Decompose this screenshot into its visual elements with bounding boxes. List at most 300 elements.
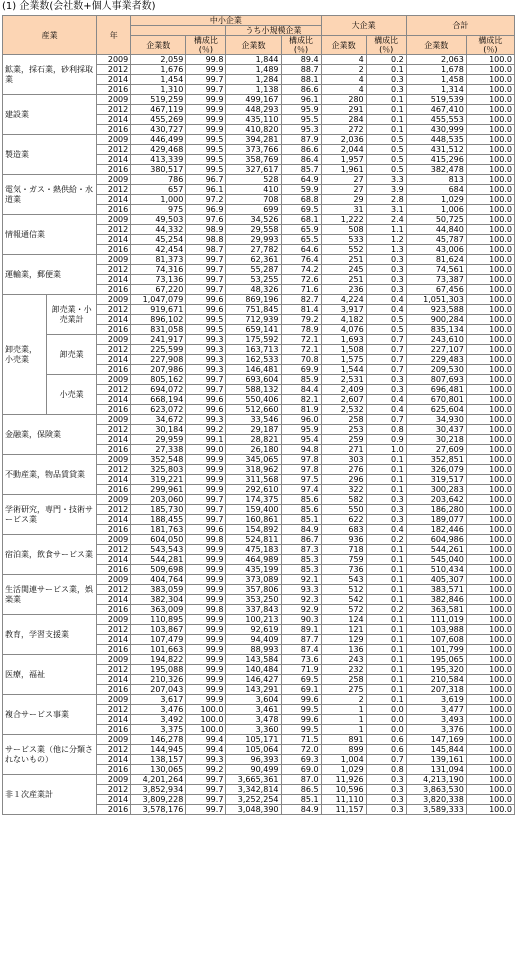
value-cell: 99.7 (186, 805, 226, 815)
value-cell: 101,799 (406, 645, 466, 655)
value-cell: 625,604 (406, 405, 466, 415)
table-row (3, 735, 515, 745)
value-cell: 0.3 (366, 385, 406, 395)
value-cell: 99.7 (186, 75, 226, 85)
value-cell: 99.0 (186, 445, 226, 455)
value-cell: 45,254 (131, 235, 186, 245)
value-cell: 99.6 (186, 525, 226, 535)
industry-cell: 複合サービス事業 (3, 695, 97, 735)
year-cell: 2014 (97, 115, 131, 125)
value-cell: 100.0 (466, 435, 514, 445)
value-cell: 1,508 (321, 345, 366, 355)
value-cell: 0.1 (366, 595, 406, 605)
value-cell: 99.9 (186, 545, 226, 555)
value-cell: 84.9 (281, 525, 321, 535)
value-cell: 194,822 (131, 655, 186, 665)
value-cell: 508 (321, 225, 366, 235)
value-cell: 0.8 (366, 765, 406, 775)
value-cell: 0.5 (366, 145, 406, 155)
value-cell: 100.0 (466, 695, 514, 705)
header-share: 構成比 (％) (281, 36, 321, 55)
value-cell: 100.0 (466, 335, 514, 345)
value-cell: 382,478 (406, 165, 466, 175)
value-cell: 99.6 (186, 305, 226, 315)
value-cell: 1,957 (321, 155, 366, 165)
value-cell: 99.3 (186, 415, 226, 425)
value-cell: 919,671 (131, 305, 186, 315)
value-cell: 0.1 (366, 455, 406, 465)
value-cell: 550,406 (226, 395, 281, 405)
value-cell: 3,863,530 (406, 785, 466, 795)
value-cell: 121 (321, 625, 366, 635)
value-cell: 4,076 (321, 325, 366, 335)
year-cell: 2009 (97, 615, 131, 625)
value-cell: 99.9 (186, 655, 226, 665)
enterprise-count-table-wrapper (2, 15, 515, 815)
value-cell: 163,713 (226, 345, 281, 355)
value-cell: 100.0 (466, 605, 514, 615)
value-cell: 550 (321, 505, 366, 515)
value-cell: 100.0 (466, 405, 514, 415)
year-cell: 2014 (97, 635, 131, 645)
value-cell: 509,698 (131, 565, 186, 575)
value-cell: 96.7 (186, 175, 226, 185)
value-cell: 95.9 (281, 425, 321, 435)
value-cell: 107,479 (131, 635, 186, 645)
value-cell: 100.0 (466, 565, 514, 575)
value-cell: 1 (321, 725, 366, 735)
year-cell: 2009 (97, 655, 131, 665)
value-cell: 99.5 (186, 315, 226, 325)
value-cell: 100.0 (466, 195, 514, 205)
value-cell: 100.0 (466, 315, 514, 325)
value-cell: 69.5 (281, 205, 321, 215)
value-cell: 101,663 (131, 645, 186, 655)
header-small: うち小規模企業 (226, 26, 321, 36)
year-cell: 2014 (97, 435, 131, 445)
value-cell: 145,844 (406, 745, 466, 755)
value-cell: 0.1 (366, 655, 406, 665)
value-cell: 100.0 (466, 115, 514, 125)
table-body (3, 55, 515, 815)
value-cell: 292,610 (226, 485, 281, 495)
value-cell: 64.9 (281, 175, 321, 185)
value-cell: 382,846 (406, 595, 466, 605)
value-cell: 0.1 (366, 645, 406, 655)
value-cell: 100.0 (466, 155, 514, 165)
value-cell: 2.8 (366, 195, 406, 205)
value-cell: 27,338 (131, 445, 186, 455)
value-cell: 100.0 (466, 765, 514, 775)
value-cell: 1,314 (406, 85, 466, 95)
year-cell: 2009 (97, 735, 131, 745)
value-cell: 55,287 (226, 265, 281, 275)
value-cell: 284 (321, 115, 366, 125)
value-cell: 100.0 (466, 285, 514, 295)
value-cell: 100.0 (466, 665, 514, 675)
value-cell: 92,619 (226, 625, 281, 635)
value-cell: 73.6 (281, 655, 321, 665)
value-cell: 0.1 (366, 115, 406, 125)
industry-cell: 宿泊業，飲食サービス業 (3, 535, 97, 575)
value-cell: 659,141 (226, 325, 281, 335)
value-cell: 0.1 (366, 565, 406, 575)
value-cell: 303 (321, 455, 366, 465)
value-cell: 79.2 (281, 315, 321, 325)
value-cell: 358,769 (226, 155, 281, 165)
value-cell: 831,058 (131, 325, 186, 335)
value-cell: 0.5 (366, 165, 406, 175)
value-cell: 718 (321, 545, 366, 555)
value-cell: 545,040 (406, 555, 466, 565)
year-cell: 2009 (97, 255, 131, 265)
header-count: 企業数 (321, 36, 366, 55)
industry-cell: 製造業 (3, 135, 97, 175)
value-cell: 229,483 (406, 355, 466, 365)
value-cell: 81.9 (281, 405, 321, 415)
header-total: 合計 (406, 16, 514, 36)
value-cell: 99.9 (186, 645, 226, 655)
table-row (3, 455, 515, 465)
year-cell: 2012 (97, 425, 131, 435)
industry-cell: 教育，学習支援業 (3, 615, 97, 655)
value-cell: 93.3 (281, 585, 321, 595)
value-cell: 64.6 (281, 245, 321, 255)
value-cell: 100.0 (186, 705, 226, 715)
value-cell: 0.3 (366, 515, 406, 525)
year-cell: 2012 (97, 385, 131, 395)
value-cell: 74.2 (281, 265, 321, 275)
value-cell: 3,578,176 (131, 805, 186, 815)
value-cell: 0.2 (366, 55, 406, 65)
sub-industry-cell: 小売業 (47, 375, 97, 415)
value-cell: 100.0 (466, 675, 514, 685)
value-cell: 0.1 (366, 675, 406, 685)
value-cell: 143,291 (226, 685, 281, 695)
year-cell: 2012 (97, 185, 131, 195)
value-cell: 207,043 (131, 685, 186, 695)
table-row (3, 295, 515, 305)
value-cell: 326,079 (406, 465, 466, 475)
value-cell: 100.0 (466, 345, 514, 355)
year-cell: 2014 (97, 515, 131, 525)
value-cell: 3,809,228 (131, 795, 186, 805)
value-cell: 94.8 (281, 445, 321, 455)
value-cell: 232 (321, 665, 366, 675)
value-cell: 175,592 (226, 335, 281, 345)
value-cell: 891 (321, 735, 366, 745)
table-row (3, 615, 515, 625)
value-cell: 0.2 (366, 535, 406, 545)
value-cell: 99.8 (186, 535, 226, 545)
value-cell: 464,989 (226, 555, 281, 565)
value-cell: 373,089 (226, 575, 281, 585)
value-cell: 100.0 (466, 125, 514, 135)
value-cell: 99.4 (186, 735, 226, 745)
value-cell: 99.7 (186, 85, 226, 95)
value-cell: 0.4 (366, 305, 406, 315)
value-cell: 100.0 (466, 635, 514, 645)
value-cell: 1.3 (366, 245, 406, 255)
value-cell: 435,110 (226, 115, 281, 125)
value-cell: 100.0 (466, 55, 514, 65)
year-cell: 2009 (97, 295, 131, 305)
value-cell: 100.0 (466, 385, 514, 395)
sub-industry-cell: 卸売業 (47, 335, 97, 375)
value-cell: 1,310 (131, 85, 186, 95)
value-cell: 4,224 (321, 295, 366, 305)
value-cell: 100.0 (466, 95, 514, 105)
value-cell: 1,458 (406, 75, 466, 85)
value-cell: 100.0 (466, 735, 514, 745)
value-cell: 1,051,303 (406, 295, 466, 305)
year-cell: 2014 (97, 595, 131, 605)
value-cell: 512,660 (226, 405, 281, 415)
value-cell: 74,561 (406, 265, 466, 275)
value-cell: 413,339 (131, 155, 186, 165)
value-cell: 2 (321, 65, 366, 75)
value-cell: 100.0 (466, 725, 514, 735)
value-cell: 95.5 (281, 115, 321, 125)
value-cell: 89.4 (281, 55, 321, 65)
value-cell: 227,908 (131, 355, 186, 365)
value-cell: 100.0 (466, 275, 514, 285)
value-cell: 759 (321, 555, 366, 565)
year-cell: 2012 (97, 145, 131, 155)
year-cell: 2009 (97, 695, 131, 705)
value-cell: 0.8 (366, 425, 406, 435)
value-cell: 82.7 (281, 295, 321, 305)
value-cell: 363,009 (131, 605, 186, 615)
value-cell: 76.4 (281, 255, 321, 265)
value-cell: 94,409 (226, 635, 281, 645)
value-cell: 296 (321, 475, 366, 485)
year-cell: 2014 (97, 755, 131, 765)
value-cell: 96,393 (226, 755, 281, 765)
value-cell: 1,138 (226, 85, 281, 95)
table-row (3, 415, 515, 425)
value-cell: 896,102 (131, 315, 186, 325)
year-cell: 2014 (97, 475, 131, 485)
value-cell: 100.0 (466, 175, 514, 185)
value-cell: 29,558 (226, 225, 281, 235)
value-cell: 72.1 (281, 345, 321, 355)
value-cell: 245 (321, 265, 366, 275)
value-cell: 162,533 (226, 355, 281, 365)
value-cell: 100.0 (466, 535, 514, 545)
year-cell: 2012 (97, 665, 131, 675)
value-cell: 100.0 (466, 415, 514, 425)
value-cell: 99.9 (186, 665, 226, 675)
year-cell: 2009 (97, 335, 131, 345)
value-cell: 71.6 (281, 285, 321, 295)
value-cell: 81,624 (406, 255, 466, 265)
value-cell: 0.3 (366, 85, 406, 95)
value-cell: 99.7 (186, 775, 226, 785)
value-cell: 0.3 (366, 805, 406, 815)
year-cell: 2014 (97, 155, 131, 165)
value-cell: 3.9 (366, 185, 406, 195)
value-cell: 3,617 (131, 695, 186, 705)
value-cell: 99.7 (186, 255, 226, 265)
value-cell: 0.1 (366, 485, 406, 495)
value-cell: 4 (321, 75, 366, 85)
value-cell: 1 (321, 705, 366, 715)
value-cell: 0.3 (366, 285, 406, 295)
value-cell: 100.0 (466, 305, 514, 315)
value-cell: 1,575 (321, 355, 366, 365)
value-cell: 99.3 (186, 365, 226, 375)
value-cell: 203,060 (131, 495, 186, 505)
value-cell: 2 (321, 695, 366, 705)
value-cell: 0.0 (366, 715, 406, 725)
value-cell: 227,107 (406, 345, 466, 355)
value-cell: 410,820 (226, 125, 281, 135)
value-cell: 11,157 (321, 805, 366, 815)
value-cell: 805,162 (131, 375, 186, 385)
value-cell: 29 (321, 195, 366, 205)
value-cell: 99.9 (186, 565, 226, 575)
value-cell: 99.3 (186, 345, 226, 355)
value-cell: 100.0 (466, 805, 514, 815)
year-cell: 2014 (97, 75, 131, 85)
value-cell: 694,072 (131, 385, 186, 395)
value-cell: 85.1 (281, 515, 321, 525)
value-cell: 696,481 (406, 385, 466, 395)
table-row (3, 775, 515, 785)
value-cell: 100.0 (466, 755, 514, 765)
value-cell: 88,993 (226, 645, 281, 655)
value-cell: 67,220 (131, 285, 186, 295)
header-large: 大企業 (321, 16, 406, 36)
industry-cell: 鉱業，採石業，砂利採取業 (3, 55, 97, 95)
value-cell: 588,132 (226, 385, 281, 395)
value-cell: 210,326 (131, 675, 186, 685)
value-cell: 100.0 (466, 445, 514, 455)
year-cell: 2009 (97, 495, 131, 505)
header-industry: 産業 (3, 16, 97, 55)
table-row (3, 135, 515, 145)
value-cell: 139,161 (406, 755, 466, 765)
value-cell: 107,608 (406, 635, 466, 645)
value-cell: 100.0 (186, 725, 226, 735)
value-cell: 3,252,254 (226, 795, 281, 805)
value-cell: 82.1 (281, 395, 321, 405)
value-cell: 68.1 (281, 215, 321, 225)
year-cell: 2016 (97, 605, 131, 615)
value-cell: 3,665,361 (226, 775, 281, 785)
value-cell: 404,764 (131, 575, 186, 585)
value-cell: 99.7 (186, 285, 226, 295)
value-cell: 1,693 (321, 335, 366, 345)
value-cell: 300,283 (406, 485, 466, 495)
year-cell: 2012 (97, 545, 131, 555)
value-cell: 291 (321, 105, 366, 115)
value-cell: 85.7 (281, 165, 321, 175)
value-cell: 258 (321, 415, 366, 425)
value-cell: 100.0 (466, 595, 514, 605)
value-cell: 786 (131, 175, 186, 185)
value-cell: 100.0 (466, 365, 514, 375)
value-cell: 99.8 (186, 55, 226, 65)
value-cell: 3,342,814 (226, 785, 281, 795)
value-cell: 99.9 (186, 105, 226, 115)
value-cell: 174,375 (226, 495, 281, 505)
value-cell: 0.1 (366, 125, 406, 135)
value-cell: 99.5 (281, 705, 321, 715)
value-cell: 207,318 (406, 685, 466, 695)
value-cell: 97.4 (281, 485, 321, 495)
value-cell: 100.0 (466, 685, 514, 695)
value-cell: 936 (321, 535, 366, 545)
value-cell: 813 (406, 175, 466, 185)
value-cell: 53,255 (226, 275, 281, 285)
value-cell: 100.0 (466, 505, 514, 515)
value-cell: 280 (321, 95, 366, 105)
value-cell: 99.3 (186, 355, 226, 365)
value-cell: 100.0 (186, 715, 226, 725)
value-cell: 0.3 (366, 75, 406, 85)
value-cell: 373,766 (226, 145, 281, 155)
industry-cell: 情報通信業 (3, 215, 97, 255)
year-cell: 2016 (97, 205, 131, 215)
value-cell: 144,945 (131, 745, 186, 755)
value-cell: 96.1 (186, 185, 226, 195)
year-cell: 2012 (97, 505, 131, 515)
value-cell: 210,584 (406, 675, 466, 685)
value-cell: 30,437 (406, 425, 466, 435)
value-cell: 243,610 (406, 335, 466, 345)
value-cell: 99.7 (186, 375, 226, 385)
header-year: 年 (97, 16, 131, 55)
value-cell: 99.9 (186, 625, 226, 635)
value-cell: 251 (321, 255, 366, 265)
value-cell: 98.7 (186, 245, 226, 255)
value-cell: 131,094 (406, 765, 466, 775)
value-cell: 3,589,333 (406, 805, 466, 815)
value-cell: 543,543 (131, 545, 186, 555)
value-cell: 146,427 (226, 675, 281, 685)
value-cell: 84.9 (281, 805, 321, 815)
table-caption: (1) 企業数(会社数+個人事業者数) (2, 1, 156, 12)
year-cell: 2014 (97, 715, 131, 725)
header-share: 構成比 (％) (366, 36, 406, 55)
value-cell: 100.0 (466, 135, 514, 145)
value-cell: 3,461 (226, 705, 281, 715)
year-cell: 2016 (97, 485, 131, 495)
value-cell: 467,410 (406, 105, 466, 115)
value-cell: 3,478 (226, 715, 281, 725)
value-cell: 1,029 (321, 765, 366, 775)
value-cell: 383,059 (131, 585, 186, 595)
value-cell: 34,672 (131, 415, 186, 425)
value-cell: 1.0 (366, 445, 406, 455)
value-cell: 604,050 (131, 535, 186, 545)
industry-cell: 非１次産業計 (3, 775, 97, 815)
value-cell: 138,157 (131, 755, 186, 765)
value-cell: 27 (321, 185, 366, 195)
value-cell: 99.3 (186, 335, 226, 345)
industry-cell: サービス業（他に分類されないもの） (3, 735, 97, 775)
value-cell: 34,930 (406, 415, 466, 425)
year-cell: 2016 (97, 565, 131, 575)
value-cell: 2,063 (406, 55, 466, 65)
value-cell: 318,962 (226, 465, 281, 475)
value-cell: 136 (321, 645, 366, 655)
value-cell: 604,986 (406, 535, 466, 545)
value-cell: 2,409 (321, 385, 366, 395)
value-cell: 100.0 (466, 525, 514, 535)
